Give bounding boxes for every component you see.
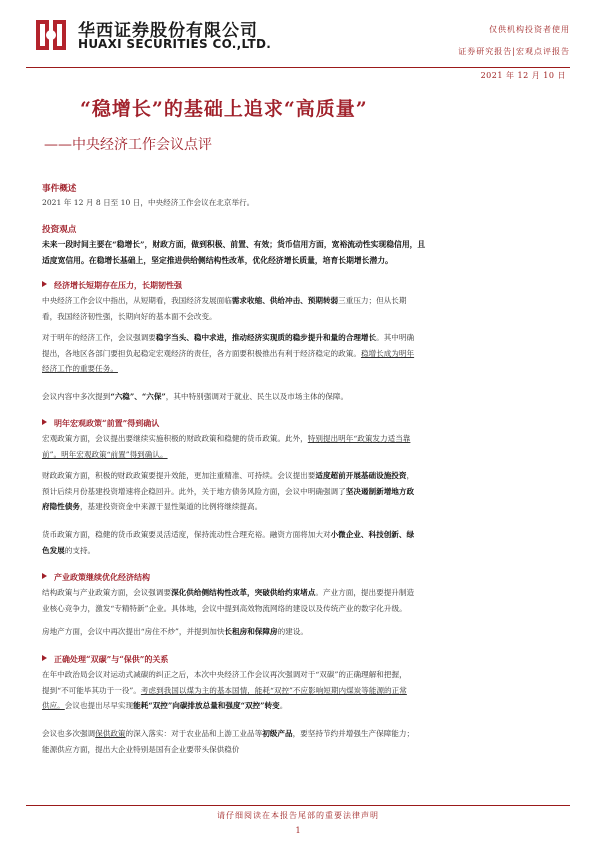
section-4-paragraph-1: 在年中政治局会议对运动式减碳的纠正之后，本次中央经济工作会议再次强调对于“双碳”的正确理解和把握， 提到“不可能毕其功于一役”。考虑到我国以煤为主的基本国情，能耗“双控”不应影响短期内煤炭等能源的正常 供应。会议也提出尽早实现能耗“双控”向碳排放总量和强度“双控”转变。 <box>42 670 407 710</box>
section-3-heading <box>42 572 150 583</box>
views-summary <box>42 237 556 269</box>
section-2-paragraph-3: 货币政策方面，稳健的货币政策要灵活适度，保持流动性合理充裕。融资方面将加大对小微企业、科技创新、绿 色发展的支持。 <box>42 530 415 555</box>
triangle-bullet-icon <box>42 419 47 425</box>
section-3-paragraph-1: 结构政策与产业政策方面，会议强调要深化供给侧结构性改革，突破供给约束堵点。产业方面，提出要提升制造 业核心竞争力，激发“专精特新”企业。具体地，会议中提到高效物流网络的建设以及传统产业的数字化升级。 <box>42 588 415 613</box>
section-4-title: 正确处理“双碳”与“保供”的关系 <box>54 654 169 664</box>
triangle-bullet-icon <box>42 573 47 579</box>
audience-label: 仅供机构投资者使用 <box>489 25 570 34</box>
section-3-title: 产业政策继续优化经济结构 <box>54 572 150 582</box>
section-4-heading <box>42 654 168 665</box>
section-2-paragraph-2: 财政政策方面，积极的财政政策要提升效能，更加注重精准、可持续。会议提出要适度超前开展基础设施投资， 预计后续月份基建投资增速将企稳回升。此外，关于地方债务风险方面，会议中明确强调了坚决遏制新增地方政 府隐性债务，基建投资资金中来源于显性渠道的比例将继续提高。 <box>42 471 415 511</box>
section-3-paragraph-2: 房地产方面，会议中再次提出“房住不炒”，并提到加快长租房和保障房的建设。 <box>42 627 308 636</box>
section-1-paragraph-1: 中央经济工作会议中指出，从短期看，我国经济发展面临需求收缩、供给冲击、预期转弱三重压力；但从长期 看，我国经济韧性强，长期向好的基本面不会改变。 <box>42 296 407 321</box>
report-title: “稳增长”的基础上追求“高质量” <box>80 98 368 120</box>
views-summary-line-2: 适度宽信用。在稳增长基础上，坚定推进供给侧结构性改革，优化经济增长质量，培育长期增长潜力。 <box>42 256 393 265</box>
header-divider <box>26 67 570 68</box>
event-heading: 事件概述 <box>42 184 77 194</box>
brand-name-cn: 华西证券股份有限公司 <box>78 21 258 41</box>
section-1-paragraph-2: 对于明年的经济工作，会议强调要稳字当头、稳中求进，推动经济实现质的稳步提升和量的合理增长。其中明确 提出，各地区各部门要担负起稳定宏观经济的责任，各方面要积极推出有利于经济稳定的政策。稳增长成为明年 经济工作的重要任务。 <box>42 333 415 373</box>
legal-disclaimer: 请仔细阅读在本报告尾部的重要法律声明 <box>217 811 379 820</box>
section-1-title: 经济增长短期存在压力，长期韧性强 <box>54 280 182 290</box>
section-2-title: 明年宏观政策“前置”得到确认 <box>54 418 160 428</box>
views-heading: 投资观点 <box>42 225 77 235</box>
section-1-heading <box>42 280 182 291</box>
section-4-paragraph-2: 会议也多次强调保供政策的深入落实：对于农业品和上游工业品等初级产品，要坚持节约并增强生产保障能力； 能源供应方面，提出大企业特别是国有企业要带头保供稳价 <box>42 729 415 754</box>
views-summary-line-1: 未来一段时间主要在“稳增长”，财政方面，做到积极、前置、有效；货币信用方面，宽裕流动性实现稳信用，且 <box>42 240 426 249</box>
huaxi-logo-icon <box>36 18 68 52</box>
triangle-bullet-icon <box>42 655 47 661</box>
section-2-paragraph-1: 宏观政策方面，会议提出要继续实施积极的财政政策和稳健的货币政策。此外，特别提出明年“政策发力适当靠 前”。明年宏观政策“前置”得到确认。 <box>42 434 411 459</box>
footer-divider <box>26 805 570 806</box>
report-date: 2021 年 12 月 10 日 <box>480 71 566 80</box>
section-1-paragraph-3: 会议内容中多次提到“六稳”、“六保”，其中特别强调对于就业、民生以及市场主体的保障。 <box>42 392 349 401</box>
page-number: 1 <box>295 826 301 835</box>
report-subtitle: ——中央经济工作会议点评 <box>44 137 212 153</box>
event-text: 2021 年 12 月 8 日至 10 日，中央经济工作会议在北京举行。 <box>42 198 255 207</box>
brand-name-en: HUAXI SECURITIES CO.,LTD. <box>78 37 272 51</box>
section-2-heading <box>42 418 159 429</box>
report-type-label: 证券研究报告|宏观点评报告 <box>458 47 570 56</box>
triangle-bullet-icon <box>42 281 47 287</box>
